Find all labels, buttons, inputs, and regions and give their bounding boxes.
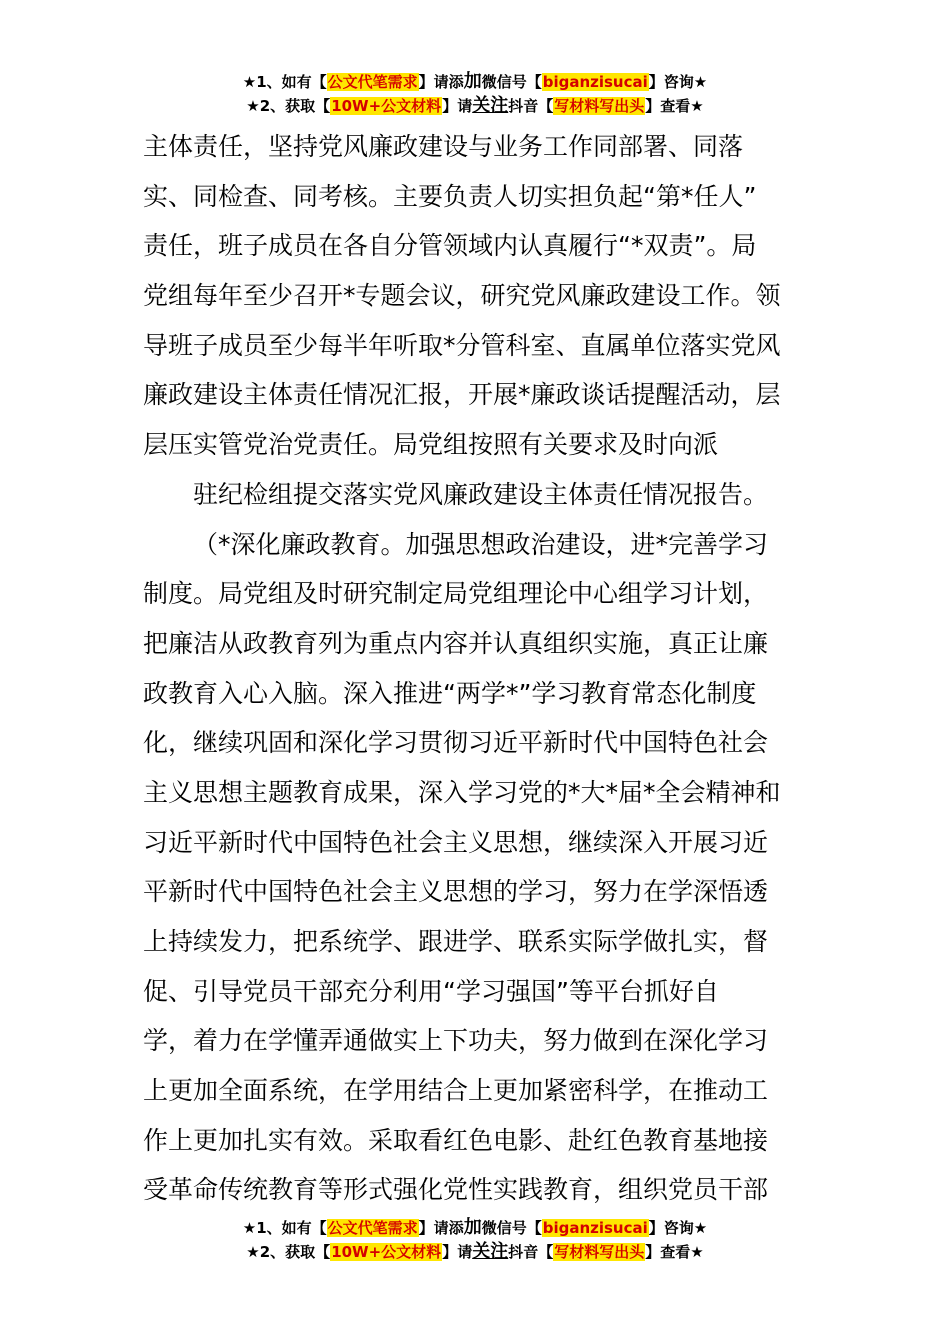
body-line: 把廉洁从政教育列为重点内容并认真组织实施，真正让廉 (143, 628, 769, 658)
paragraph-1 (143, 122, 808, 470)
paragraph-2 (143, 470, 808, 520)
body-line: 主义思想主题教育成果，深入学习党的*大*届*全会精神和 (143, 777, 781, 807)
body-line: 作上更加扎实有效。采取看红色电影、赴红色教育基地接 (143, 1125, 769, 1155)
paragraph-3 (143, 520, 808, 1216)
body-line: 促、引导党员干部充分利用“学习强国”等平台抓好自 (143, 976, 719, 1006)
footer-highlight-wechat-id: biganzisucai (542, 1219, 648, 1237)
body-line: 责任，班子成员在各自分管领域内认真履行“*双责”。局 (143, 231, 757, 261)
document-body (143, 122, 808, 1215)
header-banner-line-1: ★1、如有【公文代笔需求】请添加微信号【biganzisucai】咨询★ (242, 71, 708, 92)
header-highlight-materials: 10W+公文材料 (331, 97, 442, 115)
header-highlight-wechat-id: biganzisucai (542, 73, 648, 91)
body-line: 实、同检查、同考核。主要负责人切实担负起“第*任人” (143, 181, 757, 211)
body-line: 主体责任，坚持党风廉政建设与业务工作同部署、同落 (143, 132, 744, 161)
header-banner (0, 70, 950, 118)
body-line: 导班子成员至少每半年听取*分管科室、直属单位落实党风 (143, 330, 781, 360)
body-line: 廉政建设主体责任情况汇报，开展*廉政谈话提醒活动，层 (143, 380, 781, 410)
body-line: 驻纪检组提交落实党风廉政建设主体责任情况报告。 (193, 479, 769, 509)
body-line: 层压实管党治党责任。局党组按照有关要求及时向派 (143, 430, 719, 460)
footer-highlight-douyin: 写材料写出头 (554, 1243, 645, 1261)
header-highlight-douyin: 写材料写出头 (554, 97, 645, 115)
body-line: 平新时代中国特色社会主义思想的学习，努力在学深悟透 (143, 877, 769, 907)
body-line: 政教育入心入脑。深入推进“两学*”学习教育常态化制度 (143, 678, 757, 708)
body-line: 学，着力在学懂弄通做实上下功夫，努力做到在深化学习 (143, 1026, 769, 1056)
body-line: 化，继续巩固和深化学习贯彻习近平新时代中国特色社会 (143, 728, 769, 758)
body-line: 党组每年至少召开*专题会议，研究党风廉政建设工作。领 (143, 281, 781, 311)
body-line: （*深化廉政教育。加强思想政治建设，进*完善学习 (193, 529, 769, 559)
header-banner-line-2: ★2、获取【10W+公文材料】请关注抖音【写材料写出头】查看★ (246, 95, 704, 116)
footer-highlight-ghostwriting: 公文代笔需求 (327, 1219, 418, 1237)
footer-banner-line-2: ★2、获取【10W+公文材料】请关注抖音【写材料写出头】查看★ (246, 1241, 704, 1262)
body-line: 制度。局党组及时研究制定局党组理论中心组学习计划， (143, 579, 769, 609)
footer-banner-line-1: ★1、如有【公文代笔需求】请添加微信号【biganzisucai】咨询★ (242, 1217, 708, 1238)
header-highlight-ghostwriting: 公文代笔需求 (327, 73, 418, 91)
body-line: 上持续发力，把系统学、跟进学、联系实际学做扎实，督 (143, 927, 769, 956)
body-line: 受革命传统教育等形式强化党性实践教育，组织党员干部 (143, 1175, 769, 1205)
footer-banner (0, 1216, 950, 1264)
body-line: 上更加全面系统，在学用结合上更加紧密科学，在推动工 (143, 1076, 769, 1106)
footer-highlight-materials: 10W+公文材料 (331, 1243, 442, 1261)
body-line: 习近平新时代中国特色社会主义思想，继续深入开展习近 (143, 827, 769, 857)
